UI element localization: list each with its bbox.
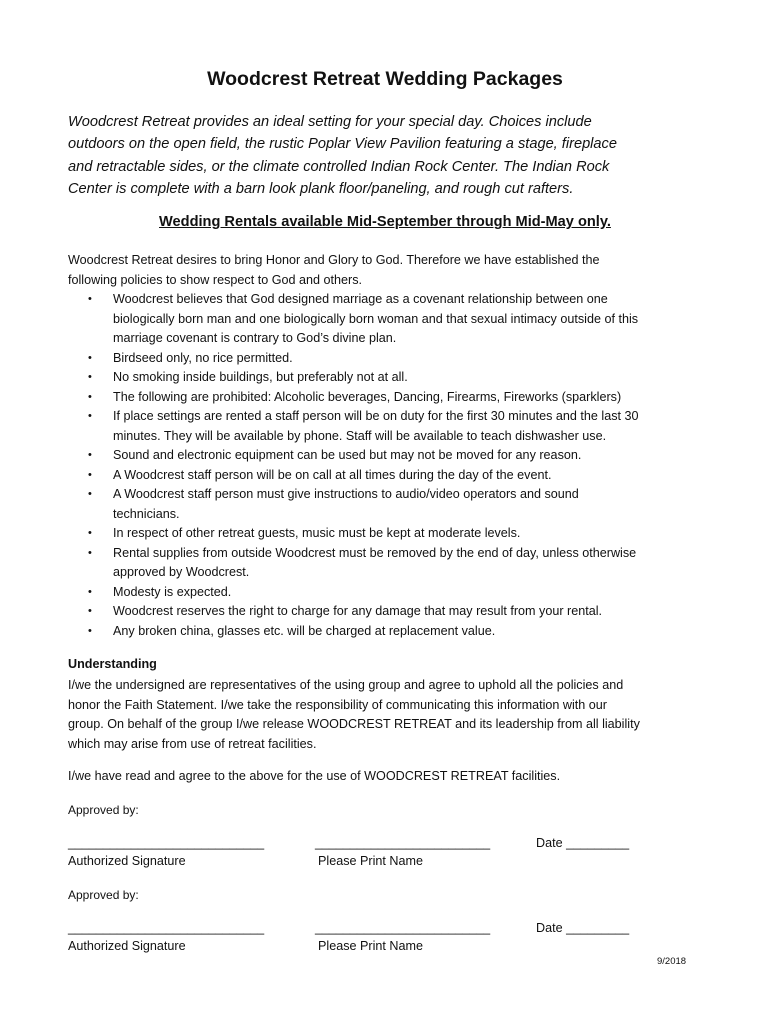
signature-field[interactable]: ____________________________ (68, 921, 265, 935)
intro-line: outdoors on the open field, the rustic Poplar View Pavilion featuring a stage, fireplace (68, 136, 617, 153)
policy-intro-line: Woodcrest Retreat desires to bring Honor and Glory to God. Therefore we have established the (68, 253, 600, 267)
understanding-line: group. On behalf of the group I/we release WOODCREST RETREAT and its leadership from all liability (68, 717, 640, 731)
policy-item (68, 349, 708, 369)
policy-text: minutes. They will be available by phone. Staff will be available to teach dishwasher use. (113, 428, 607, 443)
bullet-icon: • (88, 371, 92, 383)
bullet-icon: • (88, 488, 92, 500)
policy-text: The following are prohibited: Alcoholic beverages, Dancing, Firearms, Fireworks (sparklers) (113, 389, 622, 404)
policy-text: biologically born man and one biologically born woman and that sexual intimacy outside of this (113, 311, 639, 326)
policy-item (68, 446, 708, 466)
document-title: Woodcrest Retreat Wedding Packages (207, 68, 563, 90)
policy-item (68, 485, 708, 524)
intro-paragraph (68, 111, 708, 200)
policy-item (68, 524, 708, 544)
policy-text: Woodcrest reserves the right to charge for any damage that may result from your rental. (113, 604, 603, 618)
policy-item (68, 368, 708, 388)
policy-text: No smoking inside buildings, but preferably not at all. (113, 370, 408, 384)
understanding-line: honor the Faith Statement. I/we take the responsibility of communicating this information with our (68, 697, 607, 712)
print-name-caption: Please Print Name (318, 854, 423, 868)
policy-item (68, 388, 708, 408)
understanding-heading: Understanding (68, 657, 157, 671)
date-field[interactable]: Date _________ (536, 921, 630, 935)
revision-date: 9/2018 (657, 956, 687, 967)
bullet-icon: • (88, 585, 92, 598)
policy-text: A Woodcrest staff person will be on call at all times during the day of the event. (113, 467, 552, 482)
print-name-caption: Please Print Name (318, 939, 423, 953)
bullet-icon: • (88, 449, 92, 461)
signature-caption: Authorized Signature (68, 854, 186, 868)
signature-caption: Authorized Signature (68, 939, 186, 953)
agreement-statement: I/we have read and agree to the above for the use of WOODCREST RETREAT facilities. (68, 769, 561, 783)
signature-block (68, 888, 708, 958)
understanding-line: which may arise from use of retreat facilities. (68, 736, 317, 751)
policy-text: Woodcrest believes that God designed marriage as a covenant relationship between one (113, 292, 608, 306)
policy-text: In respect of other retreat guests, music must be kept at moderate levels. (113, 526, 521, 540)
bullet-icon: • (88, 624, 92, 637)
bullet-icon: • (88, 605, 92, 617)
bullet-icon: • (88, 468, 92, 481)
policy-item (68, 544, 708, 583)
bullet-icon: • (88, 410, 92, 422)
policy-text: technicians. (113, 506, 180, 521)
bullet-icon: • (88, 546, 92, 559)
intro-line: and retractable sides, or the climate controlled Indian Rock Center. The Indian Rock (68, 158, 610, 175)
intro-line: Center is complete with a barn look plank floor/paneling, and rough cut rafters. (68, 180, 574, 197)
approved-by-label: Approved by: (68, 803, 139, 817)
policy-text: Sound and electronic equipment can be used but may not be moved for any reason. (113, 448, 582, 462)
policy-intro-line: following policies to show respect to God and others. (68, 272, 363, 287)
approved-by-label: Approved by: (68, 888, 139, 902)
policy-text: A Woodcrest staff person must give instructions to audio/video operators and sound (113, 487, 579, 501)
print-name-field[interactable]: _________________________ (315, 921, 491, 935)
availability-heading: Wedding Rentals available Mid-September through Mid-May only. (159, 214, 611, 230)
bullet-icon: • (88, 293, 92, 305)
bullet-icon: • (88, 527, 92, 539)
signature-block (68, 803, 708, 873)
policy-intro (68, 251, 708, 290)
policy-text: approved by Woodcrest. (113, 565, 250, 579)
understanding-line: I/we the undersigned are representatives of the using group and agree to uphold all the policies and (68, 678, 624, 692)
date-field[interactable]: Date _________ (536, 836, 630, 850)
policy-item (68, 290, 708, 349)
signature-field[interactable]: ____________________________ (68, 836, 265, 850)
policy-text: Birdseed only, no rice permitted. (113, 350, 293, 365)
policy-text: Modesty is expected. (113, 584, 232, 599)
intro-line: Woodcrest Retreat provides an ideal setting for your special day. Choices include (68, 114, 592, 130)
policy-text: Any broken china, glasses etc. will be charged at replacement value. (113, 623, 496, 638)
policy-item (68, 622, 708, 642)
bullet-icon: • (88, 390, 92, 403)
policy-item (68, 407, 708, 446)
policy-text: marriage covenant is contrary to God’s divine plan. (113, 331, 397, 345)
policy-text: Rental supplies from outside Woodcrest must be removed by the end of day, unless otherwise (113, 545, 637, 560)
policy-item (68, 466, 708, 486)
bullet-icon: • (88, 351, 92, 364)
policy-item (68, 602, 708, 622)
policy-list (68, 290, 708, 641)
policy-text: If place settings are rented a staff person will be on duty for the first 30 minutes and the last 30 (113, 409, 639, 423)
understanding-paragraph (68, 676, 708, 754)
policy-item (68, 583, 708, 603)
print-name-field[interactable]: _________________________ (315, 836, 491, 850)
